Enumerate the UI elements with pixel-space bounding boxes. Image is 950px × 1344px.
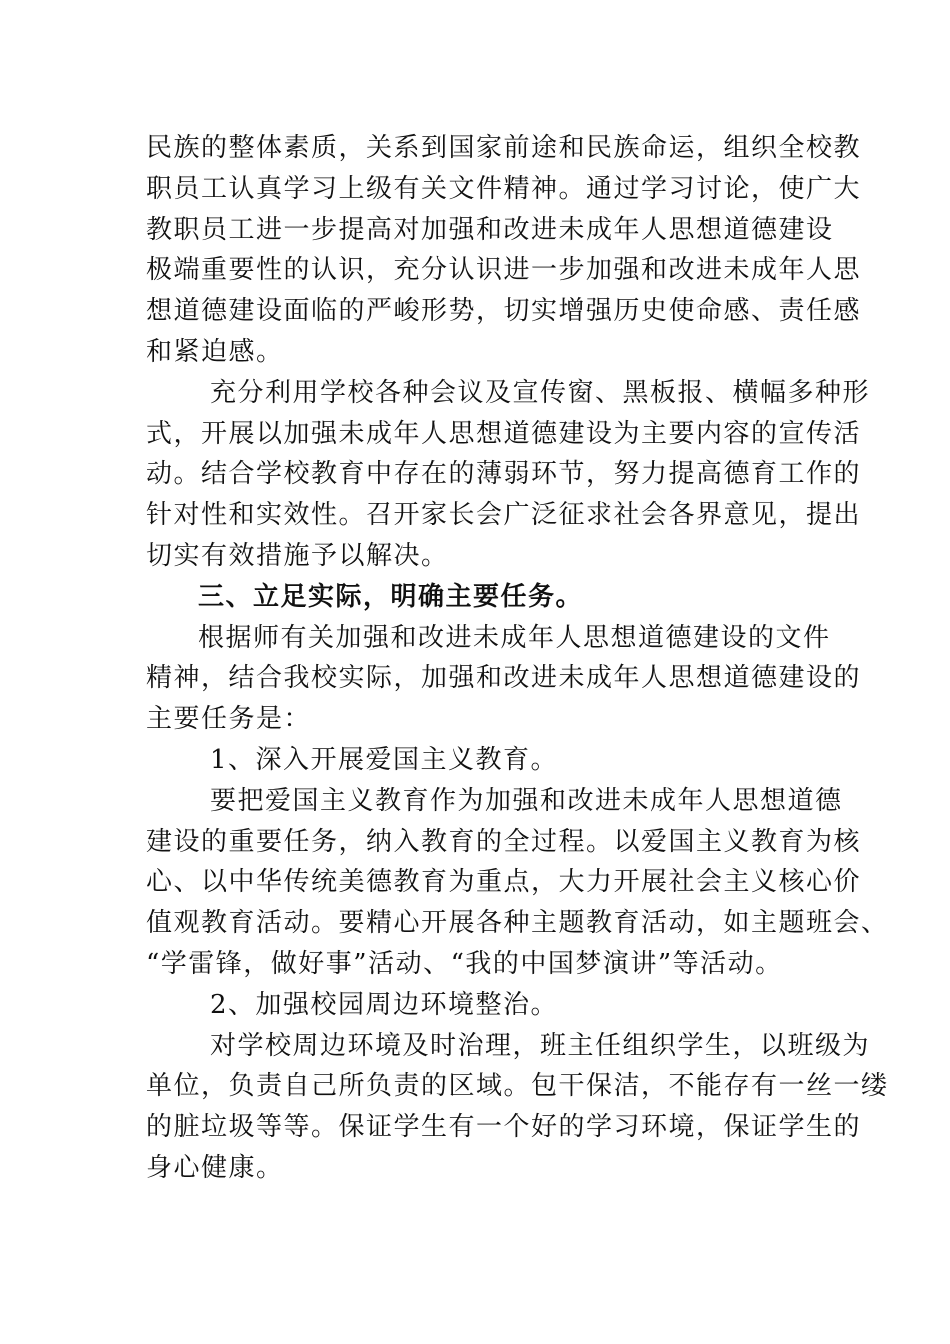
subsection-heading: 1、深入开展爱国主义教育。 <box>210 744 559 775</box>
section-heading: 三、立足实际，明确主要任务。 <box>198 581 584 612</box>
text-line: 式，开展以加强未成年人思想道德建设为主要内容的宣传活 <box>146 418 862 449</box>
text-line: 单位，负责自己所负责的区域。包干保洁，不能存有一丝一缕 <box>146 1071 889 1102</box>
text-line: 建设的重要任务，纳入教育的全过程。以爱国主义教育为核 <box>146 826 862 857</box>
document-body <box>146 128 889 1189</box>
text-line: “学雷锋，做好事”活动、“我的中国梦演讲”等活动。 <box>146 948 783 979</box>
subsection-heading: 2、加强校园周边环境整治。 <box>210 989 559 1020</box>
text-line: 值观教育活动。要精心开展各种主题教育活动，如主题班会、 <box>146 908 889 939</box>
text-line: 精神，结合我校实际，加强和改进未成年人思想道德建设的 <box>146 663 862 694</box>
text-line: 根据师有关加强和改进未成年人思想道德建设的文件 <box>198 622 831 653</box>
text-line: 要把爱国主义教育作为加强和改进未成年人思想道德 <box>210 785 843 816</box>
text-line: 针对性和实效性。召开家长会广泛征求社会各界意见，提出 <box>146 500 862 531</box>
text-line: 民族的整体素质，关系到国家前途和民族命运，组织全校教 <box>146 133 862 163</box>
text-line: 切实有效措施予以解决。 <box>146 540 449 571</box>
text-line: 心、以中华传统美德教育为重点，大力开展社会主义核心价 <box>146 867 862 898</box>
text-line: 主要任务是： <box>146 704 312 735</box>
text-line: 充分利用学校各种会议及宣传窗、黑板报、横幅多种形 <box>210 377 871 408</box>
text-line: 教职员工进一步提高对加强和改进未成年人思想道德建设 <box>146 214 834 245</box>
text-line: 对学校周边环境及时治理，班主任组织学生，以班级为 <box>210 1030 871 1061</box>
text-line: 和紧迫感。 <box>146 336 284 367</box>
text-line: 身心健康。 <box>146 1152 284 1183</box>
text-line: 动。结合学校教育中存在的薄弱环节，努力提高德育工作的 <box>146 459 862 490</box>
text-line: 极端重要性的认识，充分认识进一步加强和改进未成年人思 <box>146 255 862 286</box>
text-line: 职员工认真学习上级有关文件精神。通过学习讨论，使广大 <box>146 173 862 204</box>
text-line: 的脏垃圾等等。保证学生有一个好的学习环境，保证学生的 <box>146 1112 862 1143</box>
text-line: 想道德建设面临的严峻形势，切实增强历史使命感、责任感 <box>146 296 862 327</box>
